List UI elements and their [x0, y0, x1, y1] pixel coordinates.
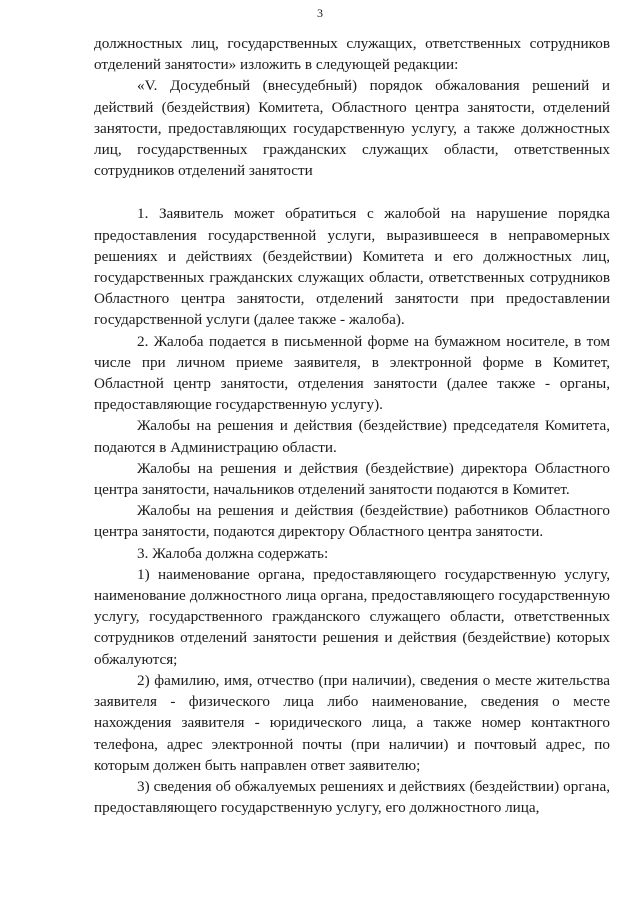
paragraph-subitem-1: 1) наименование органа, предоставляющего государственную услугу, наименование должностного лица органа, предоставляющего государственную услугу, государственного гражданского служащего области, ответственных сотрудников отделений занятости решения и действия (бездействие) которых обжалуются;: [94, 565, 610, 668]
paragraph-item-3: 3. Жалоба должна содержать:: [137, 544, 329, 562]
section-heading: «V. Досудебный (внесудебный) порядок обжалования решений и действий (бездействия) Комитета, Областного центра занятости, отделений занятости, предоставляющих государственную услугу, а также должностных лиц, государственных гражданских служащих области, ответственных сотрудников отделений занятости: [94, 77, 610, 180]
paragraph-complaints-workers: Жалобы на решения и действия (бездействие) работников Областного центра занятости, подаются директору Областного центра занятости.: [94, 502, 610, 541]
paragraph-item-2: 2. Жалоба подается в письменной форме на бумажном носителе, в том числе при личном приеме заявителя, в электронной форме в Комитет, Областной центр занятости, отделения занятости (далее также - органы, предоставляющие государственную услугу).: [94, 332, 610, 414]
document-body: [94, 33, 610, 818]
paragraph-complaints-director: Жалобы на решения и действия (бездействие) директора Областного центра занятости, начальников отделений занятости подаются в Комитет.: [94, 459, 610, 499]
paragraph-intro-continuation: должностных лиц, государственных служащих, ответственных сотрудников отделений занятости» изложить в следующей редакции:: [94, 35, 610, 74]
paragraph-subitem-2: 2) фамилию, имя, отчество (при наличии), сведения о месте жительства заявителя - физического лица либо наименование, сведения о месте нахождения заявителя - юридического лица, а также номер контактного телефона, адрес электронной почты (при наличии) и почтовый адрес, по которым должен быть направлен ответ заявителю;: [94, 671, 610, 774]
section-spacer: [94, 181, 610, 203]
paragraph-item-1: 1. Заявитель может обратиться с жалобой на нарушение порядка предоставления государственной услуги, выразившееся в неправомерных решениях и действиях (бездействии) Комитета и его должностных лиц, государственных гражданских служащих области, ответственных сотрудников Областного центра занятости, отделений занятости при предоставлении государственной услуги (далее также - жалоба).: [94, 205, 610, 329]
page-number: 3: [317, 6, 323, 20]
paragraph-complaints-chairman: Жалобы на решения и действия (бездействие) председателя Комитета, подаются в Администрацию области.: [94, 417, 610, 456]
paragraph-subitem-3: 3) сведения об обжалуемых решениях и действиях (бездействии) органа, предоставляющего государственную услугу, его должностного лица,: [94, 777, 610, 817]
